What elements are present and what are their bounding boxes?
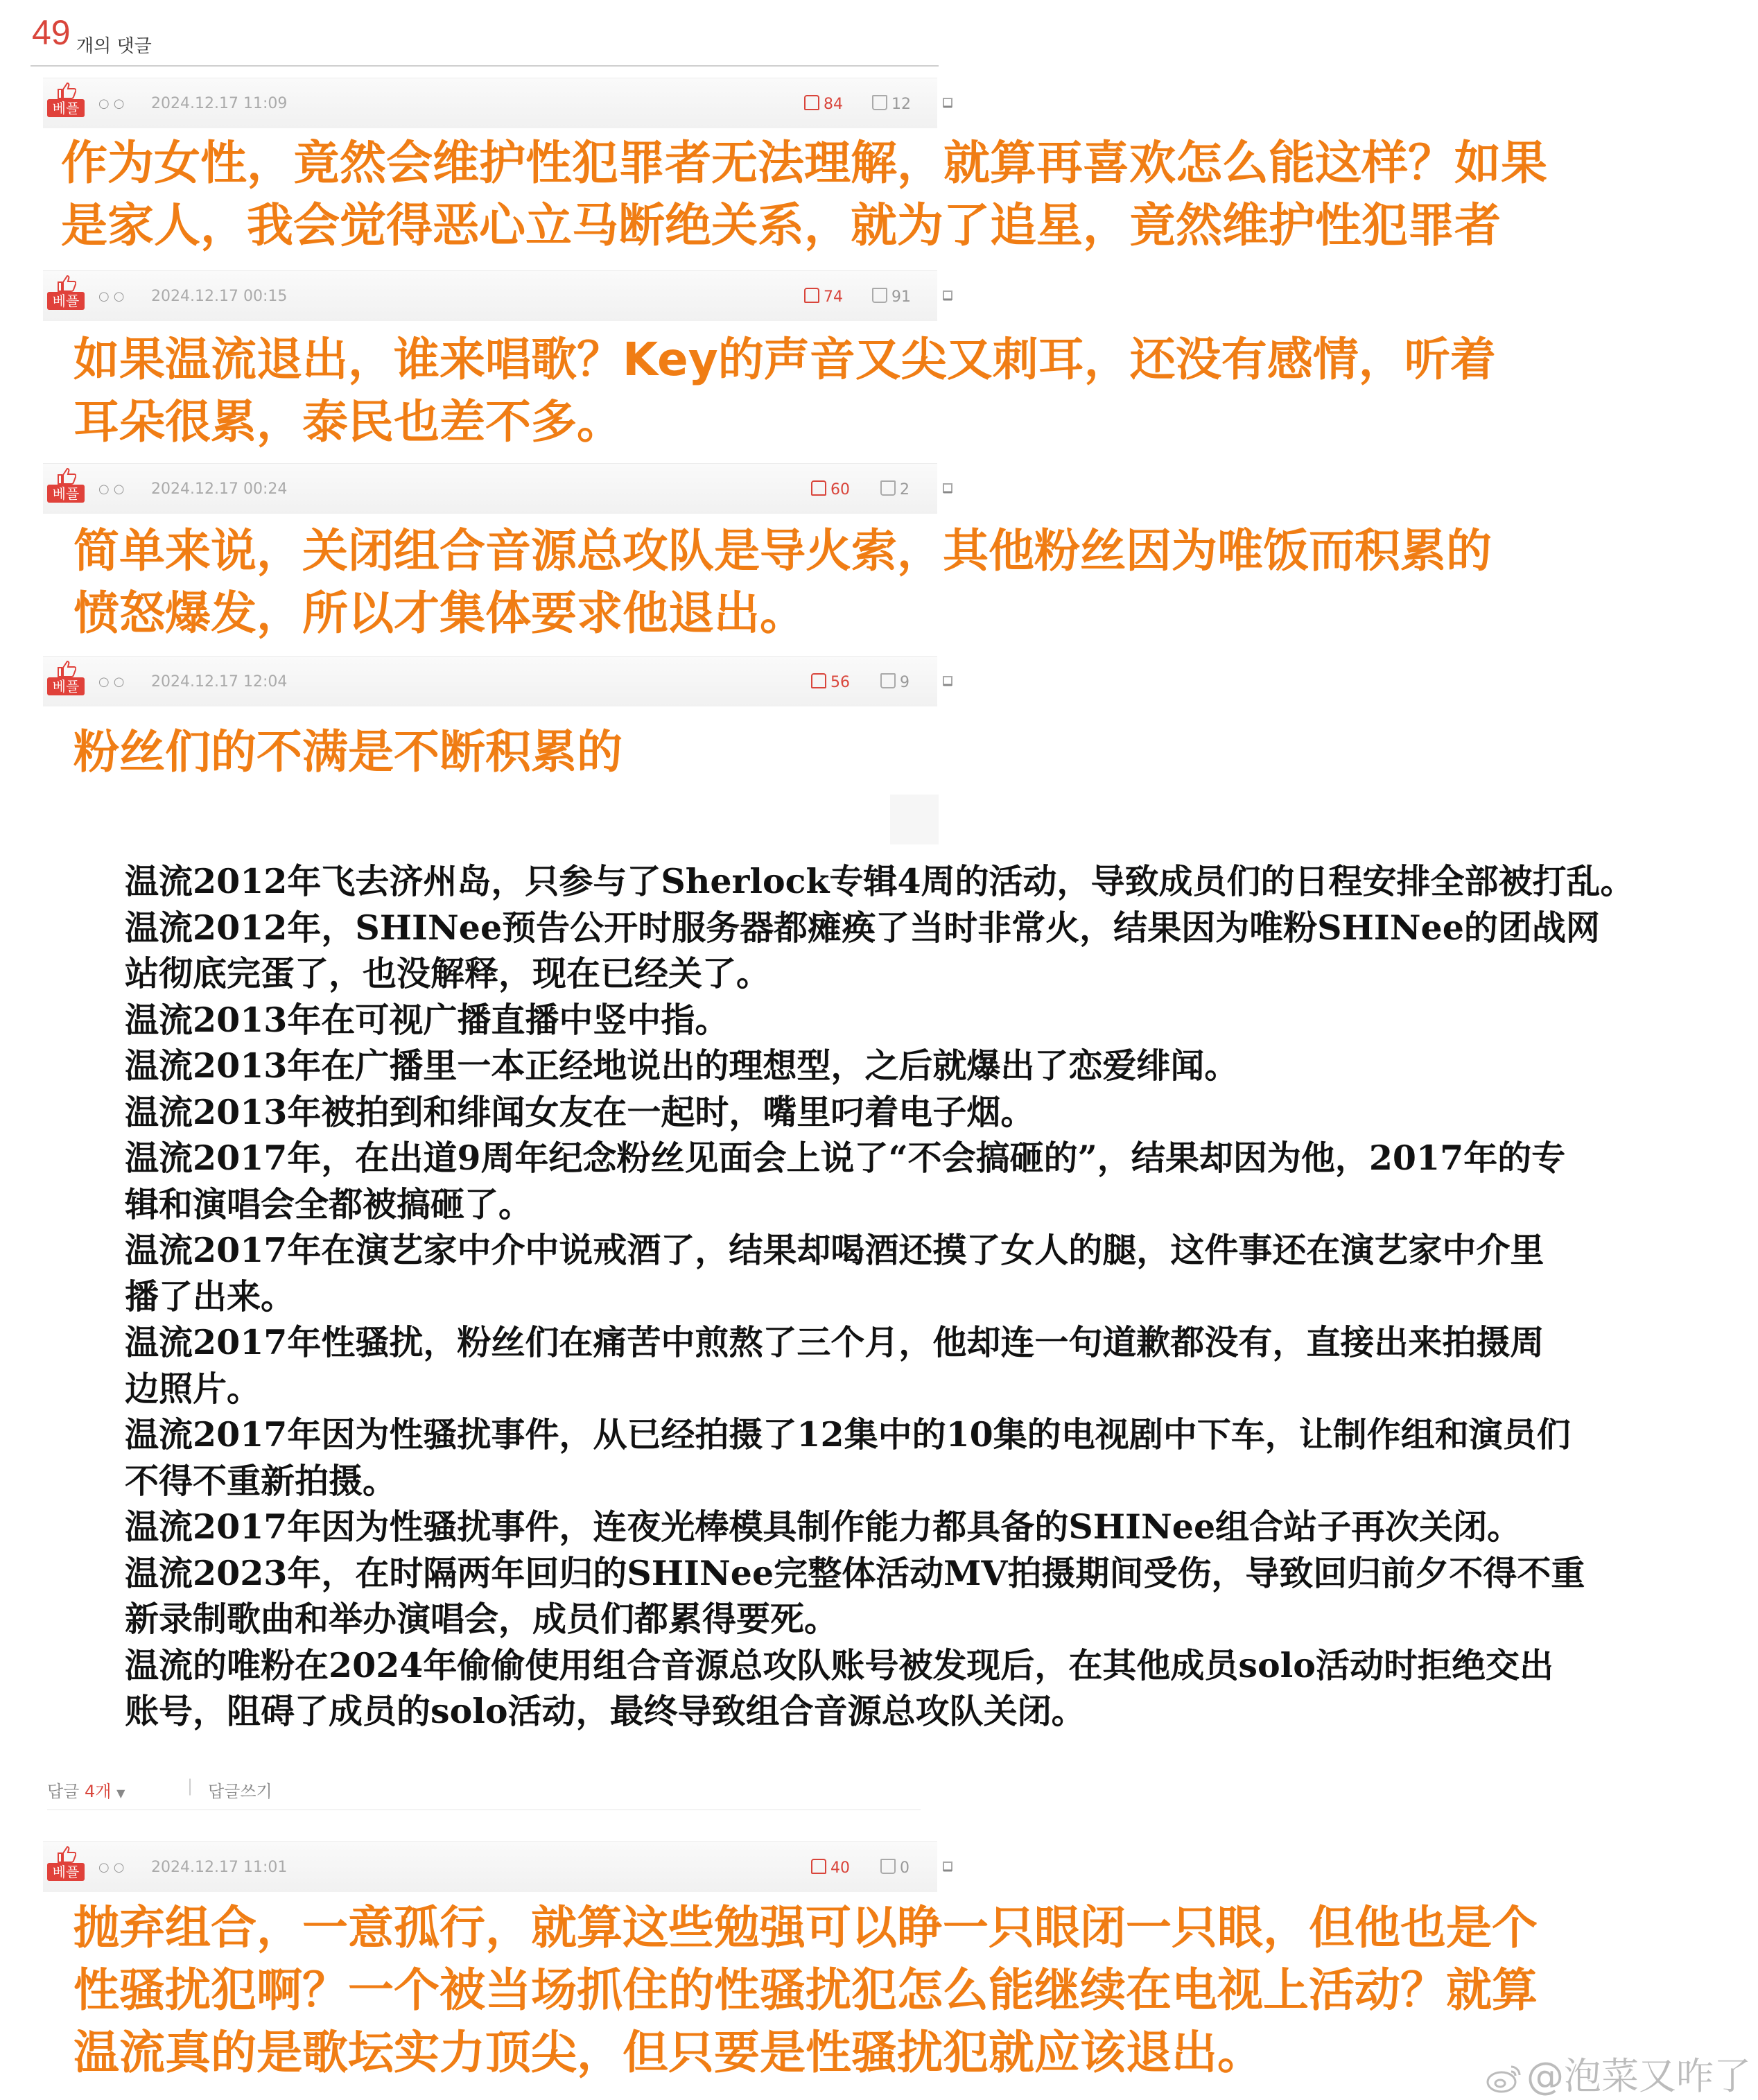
dislike-icon: [880, 673, 896, 688]
like-icon: [811, 1859, 826, 1874]
weibo-icon: [1486, 2063, 1522, 2093]
like-icon: [811, 673, 826, 688]
comment-text-2: 如果温流退出，谁来唱歌？Key的声音又尖又刺耳，还没有感情，听着 耳朵很累，泰民也差不多。: [73, 333, 1496, 449]
report-icon[interactable]: [941, 1860, 954, 1873]
user-name-masked: ○○: [98, 675, 129, 689]
best-badge: [47, 468, 86, 510]
faint-background-box: [890, 795, 939, 844]
best-badge-label: 베플: [47, 485, 85, 503]
comment-meta-3: [43, 463, 937, 514]
page-margin: [0, 0, 44, 2095]
best-badge: [47, 1846, 86, 1888]
list-item: 温流2017年因为性骚扰事件，从已经拍摄了12集中的10集的电视剧中下车，让制作组和演员们: [125, 1414, 1571, 1455]
comment-meta-4: [43, 656, 937, 706]
reply-toggle[interactable]: [47, 1778, 125, 1802]
comment-text-4: 粉丝们的不满是不断积累的: [73, 725, 623, 779]
list-item: 边照片。: [125, 1368, 261, 1409]
like-icon: [804, 288, 819, 303]
best-badge-label: 베플: [47, 99, 85, 117]
dislike-button[interactable]: 9: [880, 673, 910, 691]
user-name-masked: ○○: [98, 482, 129, 496]
user-name-masked: ○○: [98, 289, 129, 304]
best-badge: [47, 83, 86, 124]
like-button[interactable]: 74: [804, 288, 843, 306]
best-badge-label: 베플: [47, 292, 85, 310]
list-item: 温流2023年，在时隔两年回归的SHINee完整体活动MV拍摄期间受伤，导致回归前夕不得不重: [125, 1552, 1585, 1593]
dislike-button[interactable]: 91: [872, 288, 911, 306]
dislike-icon: [880, 1859, 896, 1874]
best-badge: [47, 275, 86, 317]
comment-count: 49: [32, 13, 71, 52]
like-icon: [804, 95, 819, 110]
list-item: 温流2013年被拍到和绯闻女友在一起时，嘴里叼着电子烟。: [125, 1091, 1035, 1132]
list-item: 温流的唯粉在2024年偷偷使用组合音源总攻队账号被发现后，在其他成员solo活动时拒绝交出: [125, 1645, 1554, 1685]
list-item: 温流2012年飞去济州岛，只参与了Sherlock专辑4周的活动，导致成员们的日程安排全部被打乱。: [125, 861, 1635, 901]
like-button[interactable]: 60: [811, 480, 850, 498]
reply-label: 답글: [47, 1782, 80, 1801]
watermark: [1486, 2047, 1751, 2100]
comment-date: 2024.12.17 00:24: [151, 480, 288, 498]
chevron-down-icon: ▼: [116, 1787, 125, 1800]
report-icon[interactable]: [941, 96, 954, 109]
comment-text-3: 简单来说，关闭组合音源总攻队是导火索，其他粉丝因为唯饭而积累的 愤怒爆发，所以才集体要求他退出。: [73, 524, 1492, 640]
report-icon[interactable]: [941, 675, 954, 687]
dislike-icon: [872, 95, 887, 110]
report-icon[interactable]: [941, 482, 954, 494]
like-icon: [811, 480, 826, 496]
thumbs-up-icon: [57, 83, 76, 99]
list-item: 温流2017年因为性骚扰事件，连夜光棒模具制作能力都具备的SHINee组合站子再次关闭。: [125, 1507, 1522, 1547]
comment-meta-2: [43, 270, 937, 321]
like-button[interactable]: 84: [804, 95, 843, 113]
thumbs-up-icon: [57, 468, 76, 485]
user-name-masked: ○○: [98, 1860, 129, 1875]
thumbs-up-icon: [57, 661, 76, 677]
like-button[interactable]: 40: [811, 1859, 850, 1877]
list-item: 不得不重新拍摄。: [125, 1460, 397, 1501]
user-name-masked: ○○: [98, 96, 129, 111]
best-badge: [47, 661, 86, 702]
list-item: 温流2013年在广播里一本正经地说出的理想型，之后就爆出了恋爱绯闻。: [125, 1045, 1239, 1086]
reply-row: [47, 1767, 921, 1810]
list-item: 新录制歌曲和举办演唱会，成员们都累得要死。: [125, 1599, 839, 1639]
comment-date: 2024.12.17 11:01: [151, 1859, 288, 1876]
dislike-button[interactable]: 0: [880, 1859, 910, 1877]
comment-date: 2024.12.17 00:15: [151, 288, 288, 305]
comment-text-5: 抛弃组合，一意孤行，就算这些勉强可以睁一只眼闭一只眼，但他也是个 性骚扰犯啊？一个被当场抓住的性骚扰犯怎么能继续在电视上活动？就算 温流真的是歌坛实力顶尖，但只要是性骚扰犯就应该退出。: [73, 1901, 1538, 2079]
divider: |: [187, 1776, 193, 1796]
reply-count: 4개: [85, 1782, 112, 1801]
comment-date: 2024.12.17 11:09: [151, 95, 288, 112]
list-item: 温流2013年在可视广播直播中竖中指。: [125, 999, 729, 1040]
thumbs-up-icon: [57, 275, 76, 292]
comment-date: 2024.12.17 12:04: [151, 673, 288, 691]
report-icon[interactable]: [941, 289, 954, 302]
list-item: 温流2012年，SHINee预告公开时服务器都瘫痪了当时非常火，结果因为唯粉SHINee的团战网: [125, 907, 1600, 948]
comment-text-1: 作为女性，竟然会维护性犯罪者无法理解，就算再喜欢怎么能这样？如果 是家人，我会觉得恶心立马断绝关系，就为了追星，竟然维护性犯罪者: [61, 136, 1547, 252]
like-button[interactable]: 56: [811, 673, 850, 691]
dislike-icon: [872, 288, 887, 303]
list-item: 播了出来。: [125, 1276, 295, 1317]
list-item: 站彻底完蛋了，也没解释，现在已经关了。: [125, 953, 771, 993]
grievance-list: [125, 858, 1747, 1735]
list-item: 温流2017年，在出道9周年纪念粉丝见面会上说了“不会搞砸的”，结果却因为他，2017年的专: [125, 1138, 1566, 1178]
list-item: 温流2017年性骚扰，粉丝们在痛苦中煎熬了三个月，他却连一句道歉都没有，直接出来拍摄周: [125, 1322, 1544, 1362]
thumbs-up-icon: [57, 1846, 76, 1863]
watermark-text: @泡菜又咋了: [1526, 2054, 1751, 2098]
comment-count-label: 개의 댓글: [76, 36, 152, 57]
best-badge-label: 베플: [47, 1863, 85, 1881]
list-item: 账号，阻碍了成员的solo活动，最终导致组合音源总攻队关闭。: [125, 1691, 1086, 1731]
comment-meta-1: [43, 78, 937, 128]
list-item: 辑和演唱会全都被搞砸了。: [125, 1183, 533, 1224]
write-reply-button[interactable]: 답글쓰기: [208, 1782, 272, 1801]
comment-count-header: [31, 10, 939, 67]
dislike-button[interactable]: 2: [880, 480, 910, 498]
list-item: 温流2017年在演艺家中介中说戒酒了，结果却喝酒还摸了女人的腿，这件事还在演艺家中介里: [125, 1230, 1544, 1270]
dislike-icon: [880, 480, 896, 496]
comment-meta-5: [43, 1841, 937, 1892]
dislike-button[interactable]: 12: [872, 95, 911, 113]
best-badge-label: 베플: [47, 677, 85, 695]
